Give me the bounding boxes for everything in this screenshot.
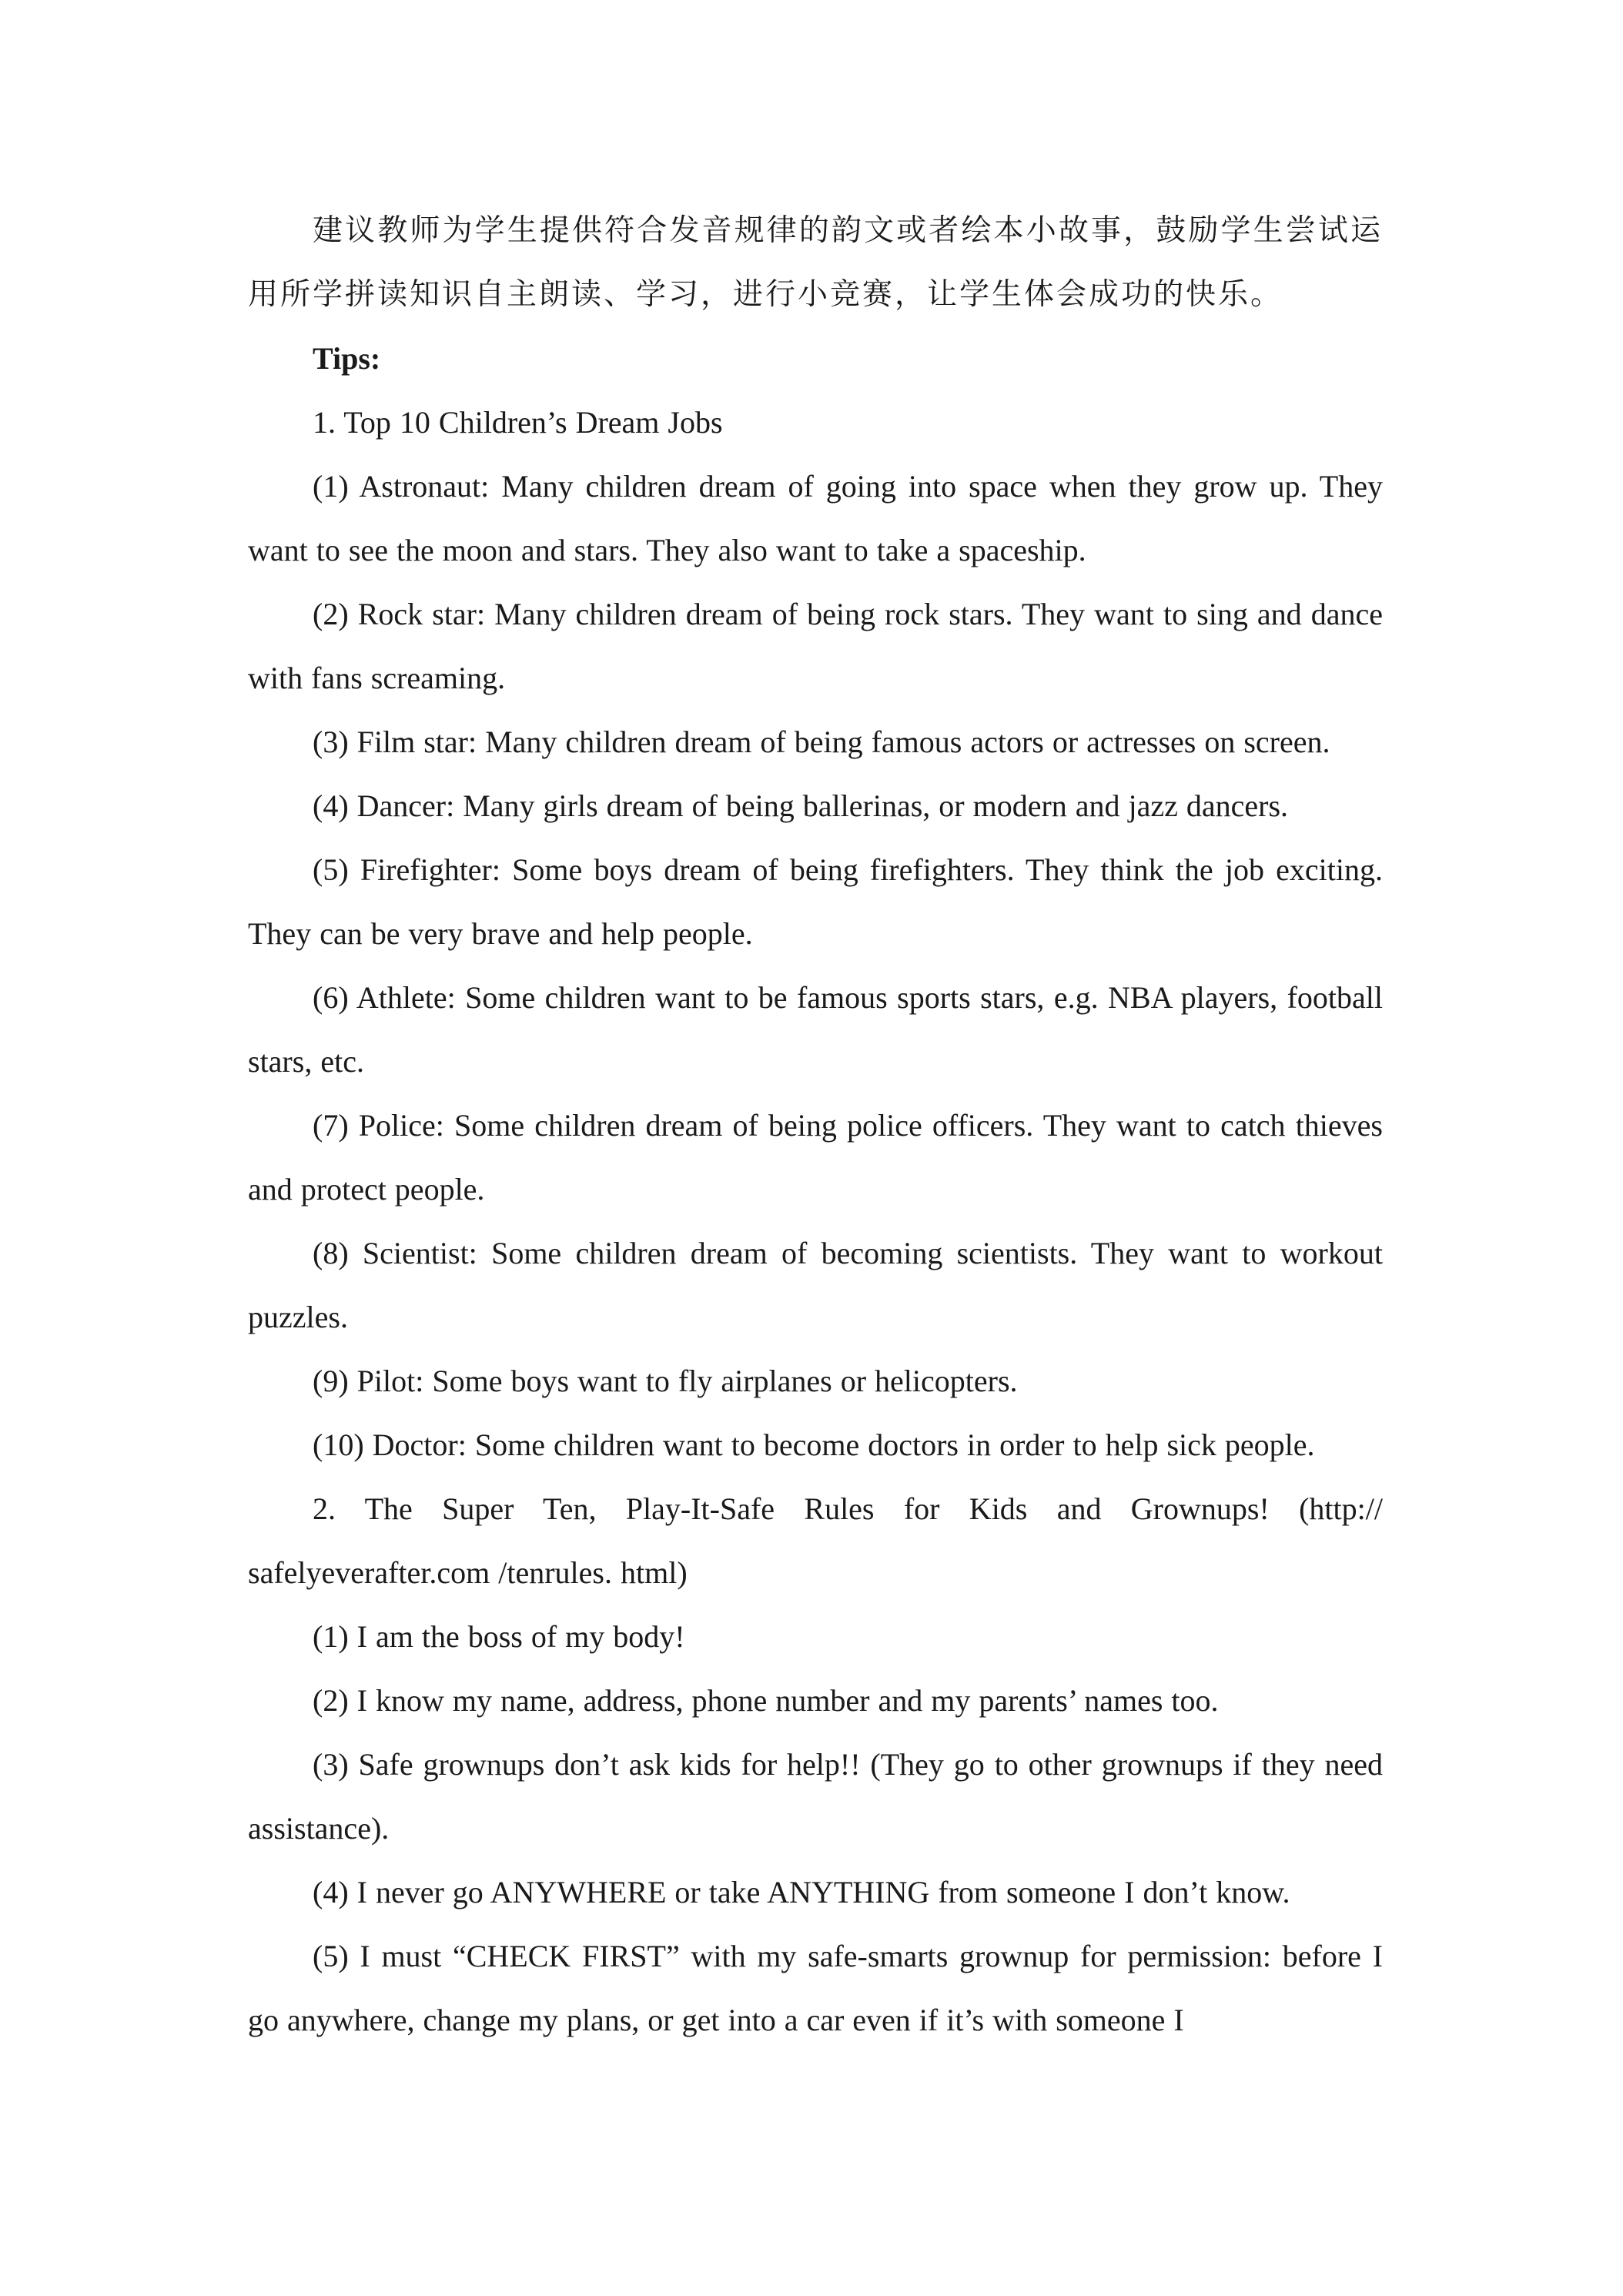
list-item: (8) Scientist: Some children dream of becoming scientists. They want to workout puzzles.	[248, 1236, 1383, 1334]
list-item: (1) I am the boss of my body!	[313, 1619, 685, 1654]
list-heading-dream-jobs: 1. Top 10 Children’s Dream Jobs	[313, 405, 723, 440]
tips-heading: Tips:	[313, 341, 381, 376]
list-item: (4) Dancer: Many girls dream of being ballerinas, or modern and jazz dancers.	[313, 788, 1289, 823]
list-item: (2) Rock star: Many children dream of being rock stars. They want to sing and dance with fans screaming.	[248, 597, 1383, 695]
list-item: (5) I must “CHECK FIRST” with my safe-smarts grownup for permission: before I go anywhere, change my plans, or get into a car even if it’s with someone I	[248, 1939, 1383, 2037]
list-item: (6) Athlete: Some children want to be famous sports stars, e.g. NBA players, football stars, etc.	[248, 980, 1383, 1079]
list-item: (7) Police: Some children dream of being police officers. They want to catch thieves and protect people.	[248, 1108, 1383, 1207]
document-body	[248, 199, 1383, 2052]
list-item: (2) I know my name, address, phone number and my parents’ names too.	[313, 1683, 1219, 1718]
list-item: (10) Doctor: Some children want to become doctors in order to help sick people.	[313, 1427, 1315, 1462]
list-item: (5) Firefighter: Some boys dream of being firefighters. They think the job exciting. They can be very brave and help people.	[248, 852, 1383, 951]
list-item: (9) Pilot: Some boys want to fly airplanes or helicopters.	[313, 1364, 1018, 1398]
list-item: (3) Film star: Many children dream of being famous actors or actresses on screen.	[313, 725, 1330, 759]
intro-paragraph: 建议教师为学生提供符合发音规律的韵文或者绘本小故事，鼓励学生尝试运用所学拼读知识自主朗读、学习，进行小竞赛，让学生体会成功的快乐。	[248, 213, 1383, 312]
list-item: (4) I never go ANYWHERE or take ANYTHING from someone I don’t know.	[313, 1875, 1290, 1909]
list-item: (3) Safe grownups don’t ask kids for help!! (They go to other grownups if they need assistance).	[248, 1747, 1383, 1846]
list-heading-safety-rules: 2. The Super Ten, Play-It-Safe Rules for Kids and Grownups! (http:// safelyeverafter.com /tenrules. html)	[248, 1491, 1383, 1590]
list-item: (1) Astronaut: Many children dream of going into space when they grow up. They want to see the moon and stars. They also want to take a spaceship.	[248, 469, 1383, 567]
